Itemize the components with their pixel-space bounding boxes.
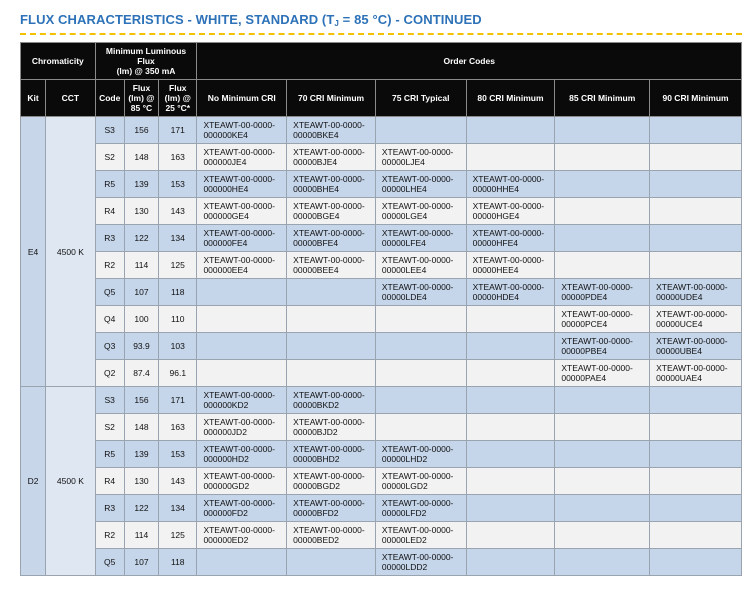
- order-code-cell: [466, 333, 555, 360]
- flux-25-cell: 125: [159, 252, 197, 279]
- title-prefix: FLUX CHARACTERISTICS - WHITE, STANDARD (T: [20, 12, 335, 27]
- order-code-cell: [466, 144, 555, 171]
- order-code-cell: XTEAWT-00-0000- 00000BFD2: [287, 495, 376, 522]
- flux-25-cell: 163: [159, 144, 197, 171]
- order-code-cell: XTEAWT-00-0000- 00000LHE4: [375, 171, 466, 198]
- order-code-cell: [466, 549, 555, 576]
- order-code-cell: XTEAWT-00-0000- 00000HGE4: [466, 198, 555, 225]
- title-suffix: = 85 °C) - CONTINUED: [338, 12, 482, 27]
- flux-25-cell: 153: [159, 441, 197, 468]
- order-code-cell: [197, 333, 287, 360]
- order-code-cell: [555, 522, 650, 549]
- table-row: [21, 117, 742, 144]
- flux-85-cell: 156: [124, 117, 158, 144]
- flux-85-cell: 156: [124, 387, 158, 414]
- order-code-cell: XTEAWT-00-0000- 00000LHD2: [375, 441, 466, 468]
- order-code-cell: XTEAWT-00-0000- 00000BGE4: [287, 198, 376, 225]
- flux-85-cell: 148: [124, 144, 158, 171]
- order-code-cell: XTEAWT-00-0000- 00000BFE4: [287, 225, 376, 252]
- flux-25-cell: 125: [159, 522, 197, 549]
- table-row: [21, 549, 742, 576]
- flux-table: [20, 42, 742, 576]
- order-code-cell: XTEAWT-00-0000- 00000PAE4: [555, 360, 650, 387]
- header-code: Code: [95, 80, 124, 117]
- order-code-cell: XTEAWT-00-0000- 000000JD2: [197, 414, 287, 441]
- header-chromaticity: Chromaticity: [21, 43, 96, 80]
- order-code-cell: XTEAWT-00-0000- 00000BHD2: [287, 441, 376, 468]
- flux-85-cell: 122: [124, 225, 158, 252]
- flux-85-cell: 139: [124, 441, 158, 468]
- flux-25-cell: 171: [159, 387, 197, 414]
- order-code-cell: [375, 306, 466, 333]
- table-row: [21, 360, 742, 387]
- order-code-cell: [466, 468, 555, 495]
- order-code-cell: XTEAWT-00-0000- 00000LDD2: [375, 549, 466, 576]
- flux-85-cell: 139: [124, 171, 158, 198]
- order-code-cell: XTEAWT-00-0000- 000000FD2: [197, 495, 287, 522]
- table-row: [21, 468, 742, 495]
- order-code-cell: [650, 117, 742, 144]
- flux-85-cell: 100: [124, 306, 158, 333]
- order-code-cell: XTEAWT-00-0000- 00000HEE4: [466, 252, 555, 279]
- order-code-cell: [650, 522, 742, 549]
- order-code-cell: [555, 468, 650, 495]
- order-code-cell: XTEAWT-00-0000- 00000UBE4: [650, 333, 742, 360]
- order-code-cell: XTEAWT-00-0000- 00000HFE4: [466, 225, 555, 252]
- order-code-cell: [555, 198, 650, 225]
- flux-85-cell: 130: [124, 468, 158, 495]
- order-code-cell: [287, 306, 376, 333]
- header-cri-80: 80 CRI Minimum: [466, 80, 555, 117]
- order-code-cell: [650, 414, 742, 441]
- order-code-cell: [287, 360, 376, 387]
- order-code-cell: [466, 306, 555, 333]
- order-code-cell: [466, 522, 555, 549]
- code-cell: R2: [95, 252, 124, 279]
- flux-85-cell: 87.4: [124, 360, 158, 387]
- header-cri-70: 70 CRI Minimum: [287, 80, 376, 117]
- table-row: [21, 198, 742, 225]
- header-min-flux: Minimum Luminous Flux (lm) @ 350 mA: [95, 43, 197, 80]
- order-code-cell: XTEAWT-00-0000- 00000PCE4: [555, 306, 650, 333]
- order-code-cell: [650, 171, 742, 198]
- order-code-cell: XTEAWT-00-0000- 00000PBE4: [555, 333, 650, 360]
- flux-25-cell: 143: [159, 468, 197, 495]
- flux-25-cell: 134: [159, 495, 197, 522]
- order-code-cell: XTEAWT-00-0000- 00000UAE4: [650, 360, 742, 387]
- table-row: [21, 522, 742, 549]
- order-code-cell: XTEAWT-00-0000- 00000HHE4: [466, 171, 555, 198]
- order-code-cell: XTEAWT-00-0000- 000000EE4: [197, 252, 287, 279]
- order-code-cell: [555, 252, 650, 279]
- code-cell: Q2: [95, 360, 124, 387]
- order-code-cell: [650, 387, 742, 414]
- order-code-cell: [555, 549, 650, 576]
- flux-25-cell: 171: [159, 117, 197, 144]
- order-code-cell: XTEAWT-00-0000- 00000LED2: [375, 522, 466, 549]
- order-code-cell: [287, 549, 376, 576]
- order-code-cell: XTEAWT-00-0000- 000000GE4: [197, 198, 287, 225]
- order-code-cell: [375, 117, 466, 144]
- order-code-cell: XTEAWT-00-0000- 00000BGD2: [287, 468, 376, 495]
- header-flux-25: Flux (lm) @ 25 °C*: [159, 80, 197, 117]
- order-code-cell: XTEAWT-00-0000- 00000UCE4: [650, 306, 742, 333]
- order-code-cell: [650, 549, 742, 576]
- table-row: [21, 387, 742, 414]
- order-code-cell: [650, 225, 742, 252]
- order-code-cell: XTEAWT-00-0000- 00000LJE4: [375, 144, 466, 171]
- order-code-cell: XTEAWT-00-0000- 000000HE4: [197, 171, 287, 198]
- code-cell: R4: [95, 468, 124, 495]
- order-code-cell: [375, 414, 466, 441]
- order-code-cell: [466, 360, 555, 387]
- header-cri-85: 85 CRI Minimum: [555, 80, 650, 117]
- order-code-cell: [650, 144, 742, 171]
- flux-25-cell: 110: [159, 306, 197, 333]
- code-cell: Q5: [95, 279, 124, 306]
- order-code-cell: [197, 549, 287, 576]
- header-cri-none: No Minimum CRI: [197, 80, 287, 117]
- code-cell: R2: [95, 522, 124, 549]
- order-code-cell: [466, 117, 555, 144]
- order-code-cell: [555, 387, 650, 414]
- order-code-cell: [555, 495, 650, 522]
- header-kit: Kit: [21, 80, 46, 117]
- code-cell: R5: [95, 171, 124, 198]
- table-row: [21, 441, 742, 468]
- code-cell: R3: [95, 225, 124, 252]
- code-cell: R5: [95, 441, 124, 468]
- flux-25-cell: 153: [159, 171, 197, 198]
- order-code-cell: XTEAWT-00-0000- 00000PDE4: [555, 279, 650, 306]
- order-code-cell: [555, 225, 650, 252]
- title-subscript: J: [334, 19, 339, 28]
- order-code-cell: [555, 441, 650, 468]
- flux-25-cell: 143: [159, 198, 197, 225]
- code-cell: Q4: [95, 306, 124, 333]
- code-cell: S3: [95, 117, 124, 144]
- cct-cell: 4500 K: [46, 117, 95, 387]
- order-code-cell: [375, 387, 466, 414]
- order-code-cell: XTEAWT-00-0000- 00000LDE4: [375, 279, 466, 306]
- order-code-cell: XTEAWT-00-0000- 00000LFD2: [375, 495, 466, 522]
- order-code-cell: [375, 360, 466, 387]
- flux-25-cell: 96.1: [159, 360, 197, 387]
- flux-25-cell: 118: [159, 279, 197, 306]
- order-code-cell: XTEAWT-00-0000- 00000UDE4: [650, 279, 742, 306]
- kit-cell: E4: [21, 117, 46, 387]
- order-code-cell: XTEAWT-00-0000- 00000BKD2: [287, 387, 376, 414]
- page-title: [20, 12, 482, 28]
- flux-85-cell: 130: [124, 198, 158, 225]
- order-code-cell: [466, 414, 555, 441]
- flux-85-cell: 122: [124, 495, 158, 522]
- flux-85-cell: 107: [124, 549, 158, 576]
- order-code-cell: XTEAWT-00-0000- 00000LGD2: [375, 468, 466, 495]
- order-code-cell: [197, 360, 287, 387]
- order-code-cell: [466, 387, 555, 414]
- order-code-cell: [555, 144, 650, 171]
- table-row: [21, 333, 742, 360]
- cct-cell: 4500 K: [46, 387, 95, 576]
- flux-25-cell: 103: [159, 333, 197, 360]
- order-code-cell: [555, 414, 650, 441]
- order-code-cell: [287, 279, 376, 306]
- order-code-cell: [466, 495, 555, 522]
- code-cell: S2: [95, 414, 124, 441]
- order-code-cell: XTEAWT-00-0000- 00000BJE4: [287, 144, 376, 171]
- flux-85-cell: 114: [124, 522, 158, 549]
- order-code-cell: XTEAWT-00-0000- 000000JE4: [197, 144, 287, 171]
- order-code-cell: XTEAWT-00-0000- 00000BKE4: [287, 117, 376, 144]
- order-code-cell: [466, 441, 555, 468]
- flux-85-cell: 107: [124, 279, 158, 306]
- order-code-cell: XTEAWT-00-0000- 000000GD2: [197, 468, 287, 495]
- code-cell: Q5: [95, 549, 124, 576]
- code-cell: R3: [95, 495, 124, 522]
- order-code-cell: XTEAWT-00-0000- 000000KE4: [197, 117, 287, 144]
- flux-85-cell: 93.9: [124, 333, 158, 360]
- code-cell: S3: [95, 387, 124, 414]
- order-code-cell: XTEAWT-00-0000- 000000ED2: [197, 522, 287, 549]
- header-cri-75: 75 CRI Typical: [375, 80, 466, 117]
- code-cell: Q3: [95, 333, 124, 360]
- order-code-cell: XTEAWT-00-0000- 00000BEE4: [287, 252, 376, 279]
- flux-25-cell: 163: [159, 414, 197, 441]
- order-code-cell: [650, 495, 742, 522]
- order-code-cell: [197, 279, 287, 306]
- order-code-cell: XTEAWT-00-0000- 00000LFE4: [375, 225, 466, 252]
- order-code-cell: [555, 117, 650, 144]
- order-code-cell: [650, 441, 742, 468]
- table-row: [21, 144, 742, 171]
- kit-cell: D2: [21, 387, 46, 576]
- order-code-cell: XTEAWT-00-0000- 00000LGE4: [375, 198, 466, 225]
- order-code-cell: XTEAWT-00-0000- 00000HDE4: [466, 279, 555, 306]
- code-cell: R4: [95, 198, 124, 225]
- header-cct: CCT: [46, 80, 95, 117]
- order-code-cell: XTEAWT-00-0000- 00000BJD2: [287, 414, 376, 441]
- order-code-cell: XTEAWT-00-0000- 00000LEE4: [375, 252, 466, 279]
- order-code-cell: [650, 252, 742, 279]
- flux-25-cell: 118: [159, 549, 197, 576]
- flux-85-cell: 148: [124, 414, 158, 441]
- order-code-cell: [287, 333, 376, 360]
- order-code-cell: XTEAWT-00-0000- 000000FE4: [197, 225, 287, 252]
- order-code-cell: [555, 171, 650, 198]
- flux-table-body: [21, 117, 742, 576]
- order-code-cell: [375, 333, 466, 360]
- table-row: [21, 252, 742, 279]
- table-row: [21, 225, 742, 252]
- title-rule: [20, 33, 742, 35]
- order-code-cell: XTEAWT-00-0000- 00000BHE4: [287, 171, 376, 198]
- flux-25-cell: 134: [159, 225, 197, 252]
- table-row: [21, 306, 742, 333]
- header-cri-90: 90 CRI Minimum: [650, 80, 742, 117]
- order-code-cell: [650, 198, 742, 225]
- flux-85-cell: 114: [124, 252, 158, 279]
- order-code-cell: XTEAWT-00-0000- 000000KD2: [197, 387, 287, 414]
- header-flux-85: Flux (lm) @ 85 °C: [124, 80, 158, 117]
- table-row: [21, 171, 742, 198]
- header-order-codes: Order Codes: [197, 43, 742, 80]
- order-code-cell: XTEAWT-00-0000- 00000BED2: [287, 522, 376, 549]
- order-code-cell: [197, 306, 287, 333]
- table-row: [21, 414, 742, 441]
- order-code-cell: XTEAWT-00-0000- 000000HD2: [197, 441, 287, 468]
- table-row: [21, 495, 742, 522]
- code-cell: S2: [95, 144, 124, 171]
- table-row: [21, 279, 742, 306]
- order-code-cell: [650, 468, 742, 495]
